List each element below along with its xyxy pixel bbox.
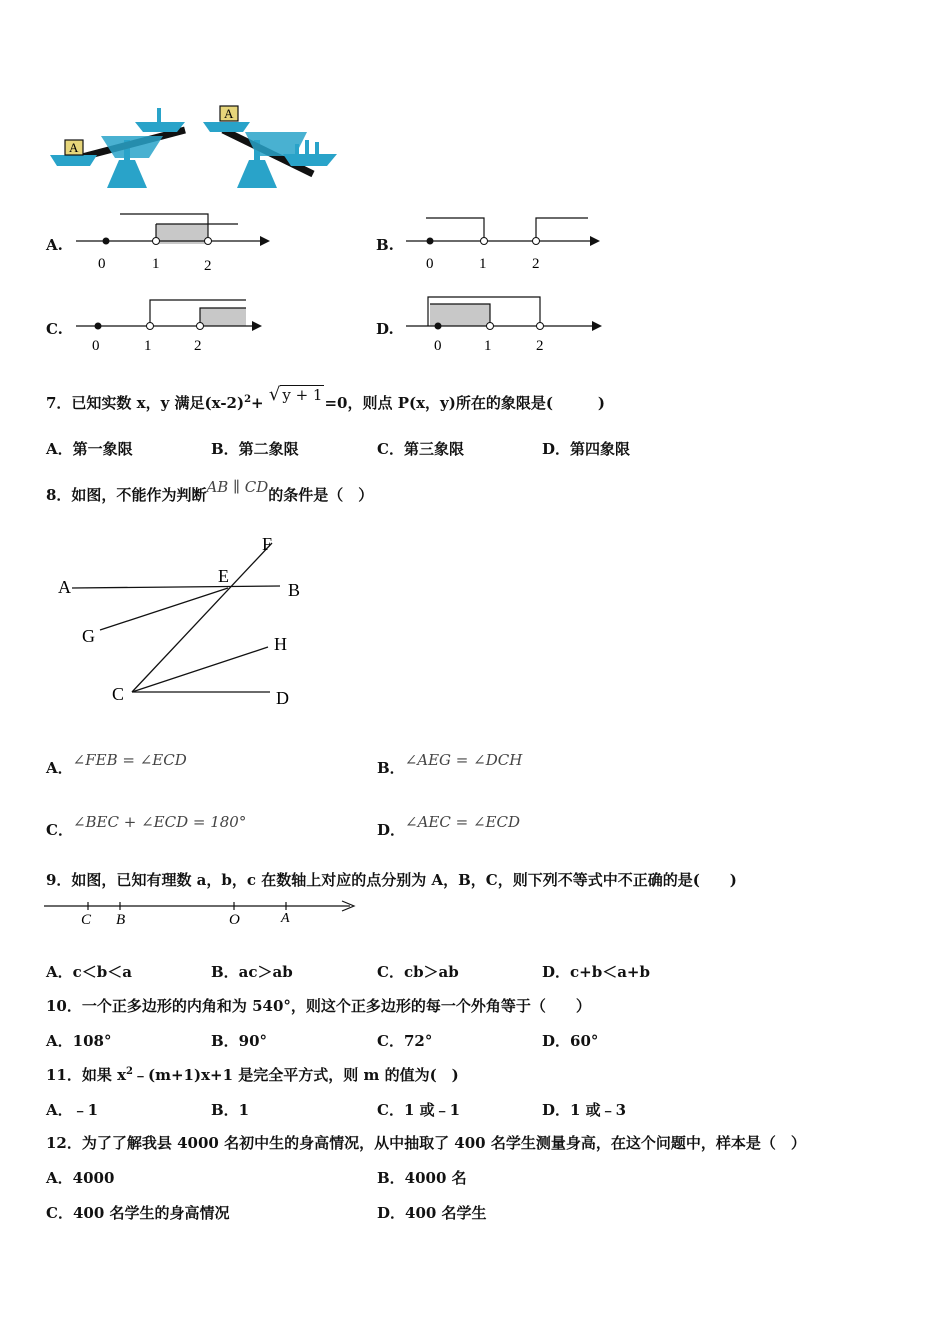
q7-option-b: B．第二象限 xyxy=(211,440,299,458)
tick-2: 2 xyxy=(204,258,212,272)
label-G: G xyxy=(82,626,95,646)
q7-stem-part1: 7．已知实数 x，y 满足(x-2) xyxy=(46,394,245,412)
label-E: E xyxy=(218,566,229,586)
q7-stem-part2: =0，则点 P(x，y)所在的象限是( ) xyxy=(324,394,606,412)
q11-option-b: B．1 xyxy=(211,1101,250,1119)
label-H: H xyxy=(274,634,287,654)
tick-1: 1 xyxy=(484,338,492,354)
q8-stem-part2: 的条件是（ ） xyxy=(268,486,374,504)
q8-option-c xyxy=(46,813,247,840)
tick-2: 2 xyxy=(532,256,540,272)
q6-option-c-number-line xyxy=(72,292,282,354)
q11-stem-part2: ﹣(m+1)x+1 是完全平方式，则 m 的值为( ) xyxy=(133,1066,459,1084)
q10-option-b: B．90° xyxy=(211,1032,268,1050)
q7-radicand: y + 1 xyxy=(282,386,323,404)
axis-label-C: C xyxy=(81,912,92,928)
q7-stem xyxy=(46,384,606,413)
q6-option-a-letter: A. xyxy=(46,236,63,254)
q11-stem xyxy=(46,1064,459,1085)
q8-option-d-letter: D． xyxy=(377,821,406,839)
q8-option-d-math: ∠AEC = ∠ECD xyxy=(405,813,520,831)
tick-0: 0 xyxy=(434,338,442,354)
tick-0: 0 xyxy=(426,256,434,272)
q8-option-a-letter: A． xyxy=(46,759,73,777)
q12-option-d: D．400 名学生 xyxy=(377,1204,487,1222)
q8-geometry-figure xyxy=(50,530,320,715)
q8-option-c-letter: C． xyxy=(46,821,73,839)
tick-2: 2 xyxy=(194,338,202,354)
sqrt-sign-icon: √ xyxy=(268,384,281,405)
label-B: B xyxy=(288,580,301,600)
q6-option-a-number-line xyxy=(72,210,282,272)
tick-1: 1 xyxy=(152,256,160,272)
label-F: F xyxy=(262,534,273,554)
q6-option-d-number-line xyxy=(402,292,612,354)
tick-2: 2 xyxy=(536,338,544,354)
axis-label-B: B xyxy=(116,912,126,928)
axis-label-O: O xyxy=(229,912,240,928)
tick-0: 0 xyxy=(92,338,100,354)
q8-stem-part1: 8．如图，不能作为判断 xyxy=(46,486,207,504)
left-scale xyxy=(50,108,185,188)
q7-option-d: D．第四象限 xyxy=(542,440,631,458)
q8-option-a xyxy=(46,751,187,778)
q7-option-c: C．第三象限 xyxy=(377,440,464,458)
q12-option-a: A．4000 xyxy=(46,1169,115,1187)
q8-math-parallel: AB ∥ CD xyxy=(206,478,269,496)
q8-option-d xyxy=(377,813,520,840)
left-box-label: A xyxy=(69,140,79,155)
q8-option-b-math: ∠AEG = ∠DCH xyxy=(404,751,523,769)
q12-stem: 12．为了了解我县 4000 名初中生的身高情况，从中抽取了 400 名学生测量身高，在这个问题中，样本是（ ） xyxy=(46,1134,806,1152)
q10-option-c: C．72° xyxy=(377,1032,433,1050)
q9-stem: 9．如图，已知有理数 a，b，c 在数轴上对应的点分别为 A，B，C，则下列不等式中不正确的是( ) xyxy=(46,871,737,889)
q7-plus: + xyxy=(251,394,264,412)
q6-option-b-letter: B. xyxy=(376,236,394,254)
q8-option-b xyxy=(377,751,523,778)
q8-option-b-letter: B． xyxy=(377,759,405,777)
q11-option-a: A．﹣1 xyxy=(46,1101,99,1119)
q8-option-a-math: ∠FEB = ∠ECD xyxy=(72,751,187,769)
q7-exponent: 2 xyxy=(244,394,252,405)
q11-exponent: 2 xyxy=(126,1066,134,1077)
q7-sqrt xyxy=(269,384,325,405)
q11-option-d: D．1 或﹣3 xyxy=(542,1101,627,1119)
q9-option-d: D．c+b＜a+b xyxy=(542,963,650,981)
q6-option-c-letter: C. xyxy=(46,320,63,338)
tick-1: 1 xyxy=(144,338,152,354)
q11-stem-part1: 11．如果 x xyxy=(46,1066,127,1084)
q6-option-b-number-line xyxy=(402,210,612,272)
q8-option-c-math: ∠BEC + ∠ECD = 180° xyxy=(72,813,247,831)
q6-option-d-letter: D. xyxy=(376,320,394,338)
axis-label-A: A xyxy=(281,911,290,926)
q9-option-a: A．c＜b＜a xyxy=(46,963,132,981)
label-A: A xyxy=(58,577,71,597)
tick-0: 0 xyxy=(98,256,106,272)
q12-option-c: C．400 名学生的身高情况 xyxy=(46,1204,230,1222)
q9-option-c: C．cb＞ab xyxy=(377,963,459,981)
q9-option-b: B．ac＞ab xyxy=(211,963,293,981)
right-scale xyxy=(203,106,337,188)
q9-number-line xyxy=(44,896,364,930)
q11-option-c: C．1 或﹣1 xyxy=(377,1101,461,1119)
label-D: D xyxy=(276,688,289,708)
label-C: C xyxy=(112,684,125,704)
q10-option-a: A．108° xyxy=(46,1032,112,1050)
q12-option-b: B．4000 名 xyxy=(377,1169,467,1187)
balance-scale-figure xyxy=(45,100,340,192)
tick-1: 1 xyxy=(479,256,487,272)
q10-option-d: D．60° xyxy=(542,1032,599,1050)
q10-stem: 10．一个正多边形的内角和为 540°，则这个正多边形的每一个外角等于（ ） xyxy=(46,997,591,1015)
q7-option-a: A．第一象限 xyxy=(46,440,133,458)
right-box-label: A xyxy=(224,106,234,121)
q8-stem xyxy=(46,478,374,505)
